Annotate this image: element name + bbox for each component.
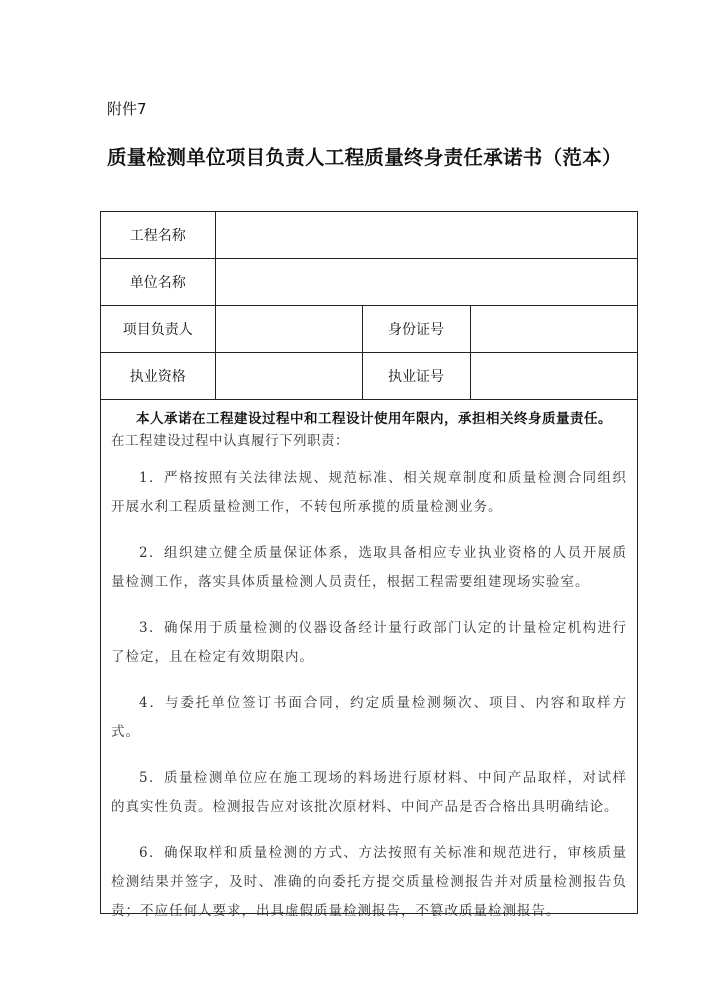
project-name-label: 工程名称: [101, 212, 215, 259]
id-number-field[interactable]: [470, 306, 637, 353]
license-number-field[interactable]: [470, 353, 637, 400]
commitment-intro: 在工程建设过程中认真履行下列职责：: [111, 433, 349, 449]
info-table: [101, 212, 637, 400]
document-title: 质量检测单位项目负责人工程质量终身责任承诺书（范本）: [107, 146, 622, 169]
duty-item-6: 6．确保取样和质量检测的方式、方法按照有关标准和规范进行，审核质量检测结果并签字，及时、准确的向委托方提交质量检测报告并对质量检测报告负责；不应任何人要求，出具虚假质量检测报告，不篡改质量检测报告。: [111, 845, 627, 919]
project-lead-field[interactable]: [215, 306, 362, 353]
qualification-label: 执业资格: [101, 353, 215, 400]
commitment-lead: 本人承诺在工程建设过程中和工程设计使用年限内，承担相关终身质量责任。: [136, 411, 612, 427]
duty-item-5: 5．质量检测单位应在施工现场的料场进行原材料、中间产品取样，对试样的真实性负责。检测报告应对该批次原材料、中间产品是否合格出具明确结论。: [111, 770, 627, 815]
commitment-form: [100, 211, 638, 919]
duty-item-1: 1．严格按照有关法律法规、规范标准、相关规章制度和质量检测合同组织开展水利工程质量检测工作，不转包所承揽的质量检测业务。: [111, 470, 627, 515]
qualification-field[interactable]: [215, 353, 362, 400]
commitment-body: [101, 407, 637, 926]
duty-item-4: 4．与委托单位签订书面合同，约定质量检测频次、项目、内容和取样方式。: [111, 695, 627, 740]
duty-item-3: 3．确保用于质量检测的仪器设备经计量行政部门认定的计量检定机构进行了检定，且在检定有效期限内。: [111, 620, 627, 665]
unit-name-label: 单位名称: [101, 259, 215, 306]
id-number-label: 身份证号: [362, 306, 470, 353]
row-qualification: [101, 353, 637, 400]
project-name-field[interactable]: [215, 212, 637, 259]
row-project-lead: [101, 306, 637, 353]
duty-item-2: 2．组织建立健全质量保证体系，选取具备相应专业执业资格的人员开展质量检测工作，落实具体质量检测人员责任，根据工程需要组建现场实验室。: [111, 545, 627, 590]
unit-name-field[interactable]: [215, 259, 637, 306]
duty-list: [111, 464, 627, 926]
license-number-label: 执业证号: [362, 353, 470, 400]
project-lead-label: 项目负责人: [101, 306, 215, 353]
attachment-label: 附件7: [107, 100, 147, 118]
row-unit-name: [101, 259, 637, 306]
row-project-name: [101, 212, 637, 259]
